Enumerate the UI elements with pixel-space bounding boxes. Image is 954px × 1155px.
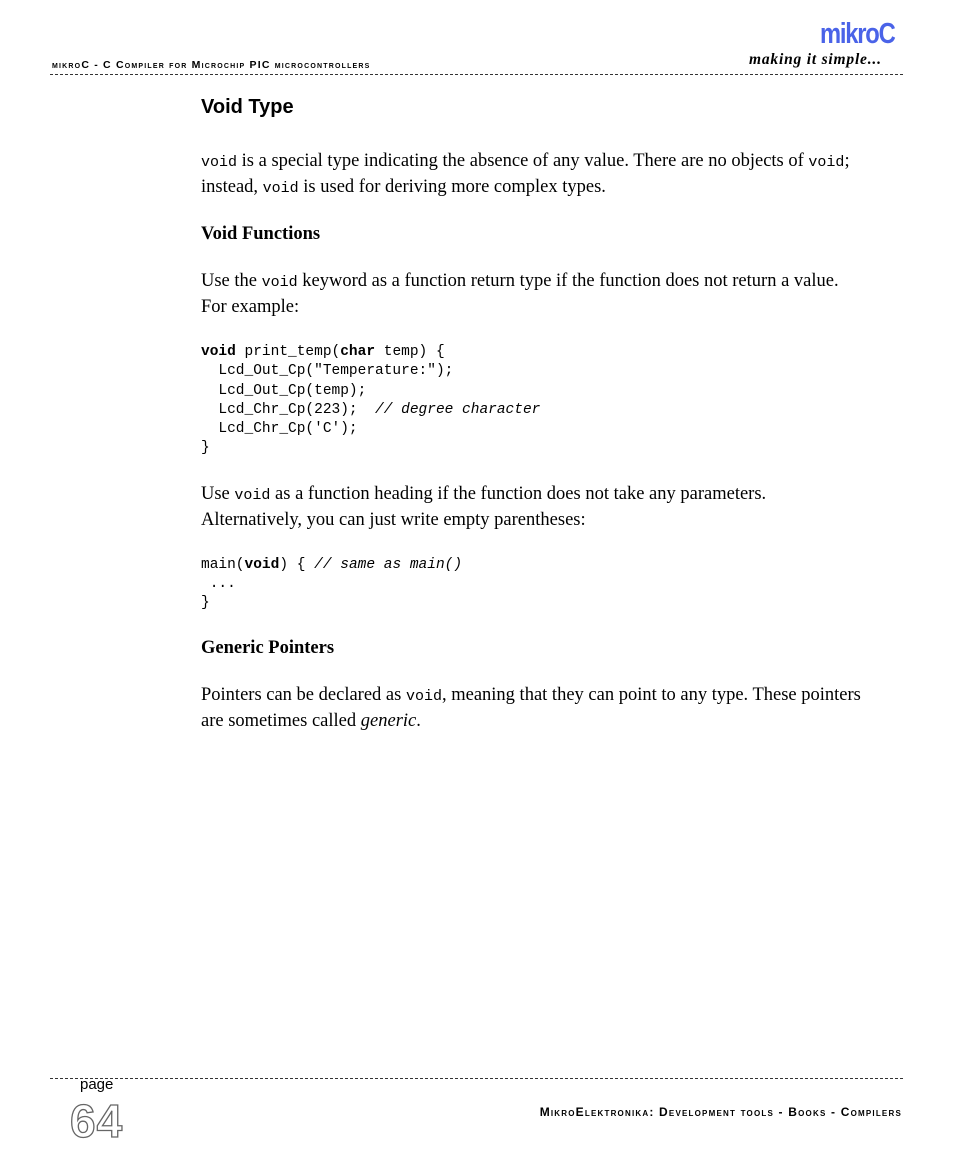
inline-code: void bbox=[405, 687, 442, 705]
text-run: , meaning that they can point to any type. These pointers are sometimes called bbox=[201, 684, 861, 731]
text-run: ; instead, bbox=[201, 151, 850, 197]
functions-paragraph-2 bbox=[201, 482, 861, 532]
text-run: as a function heading if the function does not take any parameters. Alternatively, you can just write empty parentheses: bbox=[201, 483, 767, 530]
mikroc-logo: mikroC bbox=[820, 18, 895, 50]
inline-code: void bbox=[261, 274, 298, 291]
code-keyword: void bbox=[201, 344, 236, 360]
page-number: 64 bbox=[70, 1095, 124, 1147]
code-keyword: void bbox=[244, 556, 280, 573]
code-text: print_temp( bbox=[235, 344, 341, 360]
code-comment: // same as main() bbox=[314, 556, 463, 573]
code-line: } bbox=[201, 595, 210, 612]
code-line: Lcd_Out_Cp(temp); bbox=[201, 382, 367, 399]
code-line: Lcd_Out_Cp("Temperature:"); bbox=[201, 363, 454, 380]
code-keyword: char bbox=[340, 344, 376, 360]
code-line: Lcd_Chr_Cp(223); bbox=[201, 401, 376, 418]
code-line: Lcd_Chr_Cp('C'); bbox=[201, 421, 358, 438]
text-run: Use bbox=[201, 483, 235, 504]
code-block-main bbox=[201, 556, 861, 614]
page-label: page bbox=[80, 1076, 114, 1093]
text-run: . bbox=[416, 710, 421, 731]
header-rule bbox=[50, 74, 903, 75]
text-run: Pointers can be declared as bbox=[201, 684, 406, 705]
subheading-generic-pointers: Generic Pointers bbox=[201, 637, 335, 658]
code-text: temp) { bbox=[375, 344, 445, 360]
code-block-print-temp bbox=[201, 343, 861, 459]
subheading-void-functions: Void Functions bbox=[201, 224, 321, 244]
code-text: main( bbox=[201, 556, 245, 573]
code-text: ) { bbox=[279, 556, 315, 573]
emphasis: generic bbox=[360, 710, 417, 731]
tagline: making it simple... bbox=[749, 51, 882, 68]
intro-paragraph bbox=[201, 149, 861, 201]
text-run: is used for deriving more complex types. bbox=[298, 177, 606, 197]
page-content bbox=[201, 94, 861, 733]
inline-code: void bbox=[808, 154, 845, 171]
code-line: } bbox=[201, 440, 210, 457]
text-run: is a special type indicating the absence of any value. There are no objects of bbox=[237, 151, 809, 171]
footer-rule bbox=[50, 1078, 903, 1079]
footer-title: MikroElektronika: Development tools - Books - Compilers bbox=[539, 1105, 902, 1119]
code-line: ... bbox=[201, 576, 236, 593]
pointers-paragraph bbox=[201, 683, 861, 733]
text-run: Use the bbox=[201, 271, 262, 291]
functions-paragraph-1 bbox=[201, 269, 861, 319]
inline-code: void bbox=[201, 154, 238, 171]
text-run: keyword as a function return type if the function does not return a value. For example: bbox=[201, 271, 839, 317]
header-title: mikroC - C Compiler for Microchip PIC microcontrollers bbox=[52, 59, 371, 71]
code-comment: // degree character bbox=[375, 401, 541, 418]
section-heading: Void Type bbox=[201, 96, 294, 118]
inline-code: void bbox=[262, 180, 299, 197]
inline-code: void bbox=[234, 486, 271, 504]
